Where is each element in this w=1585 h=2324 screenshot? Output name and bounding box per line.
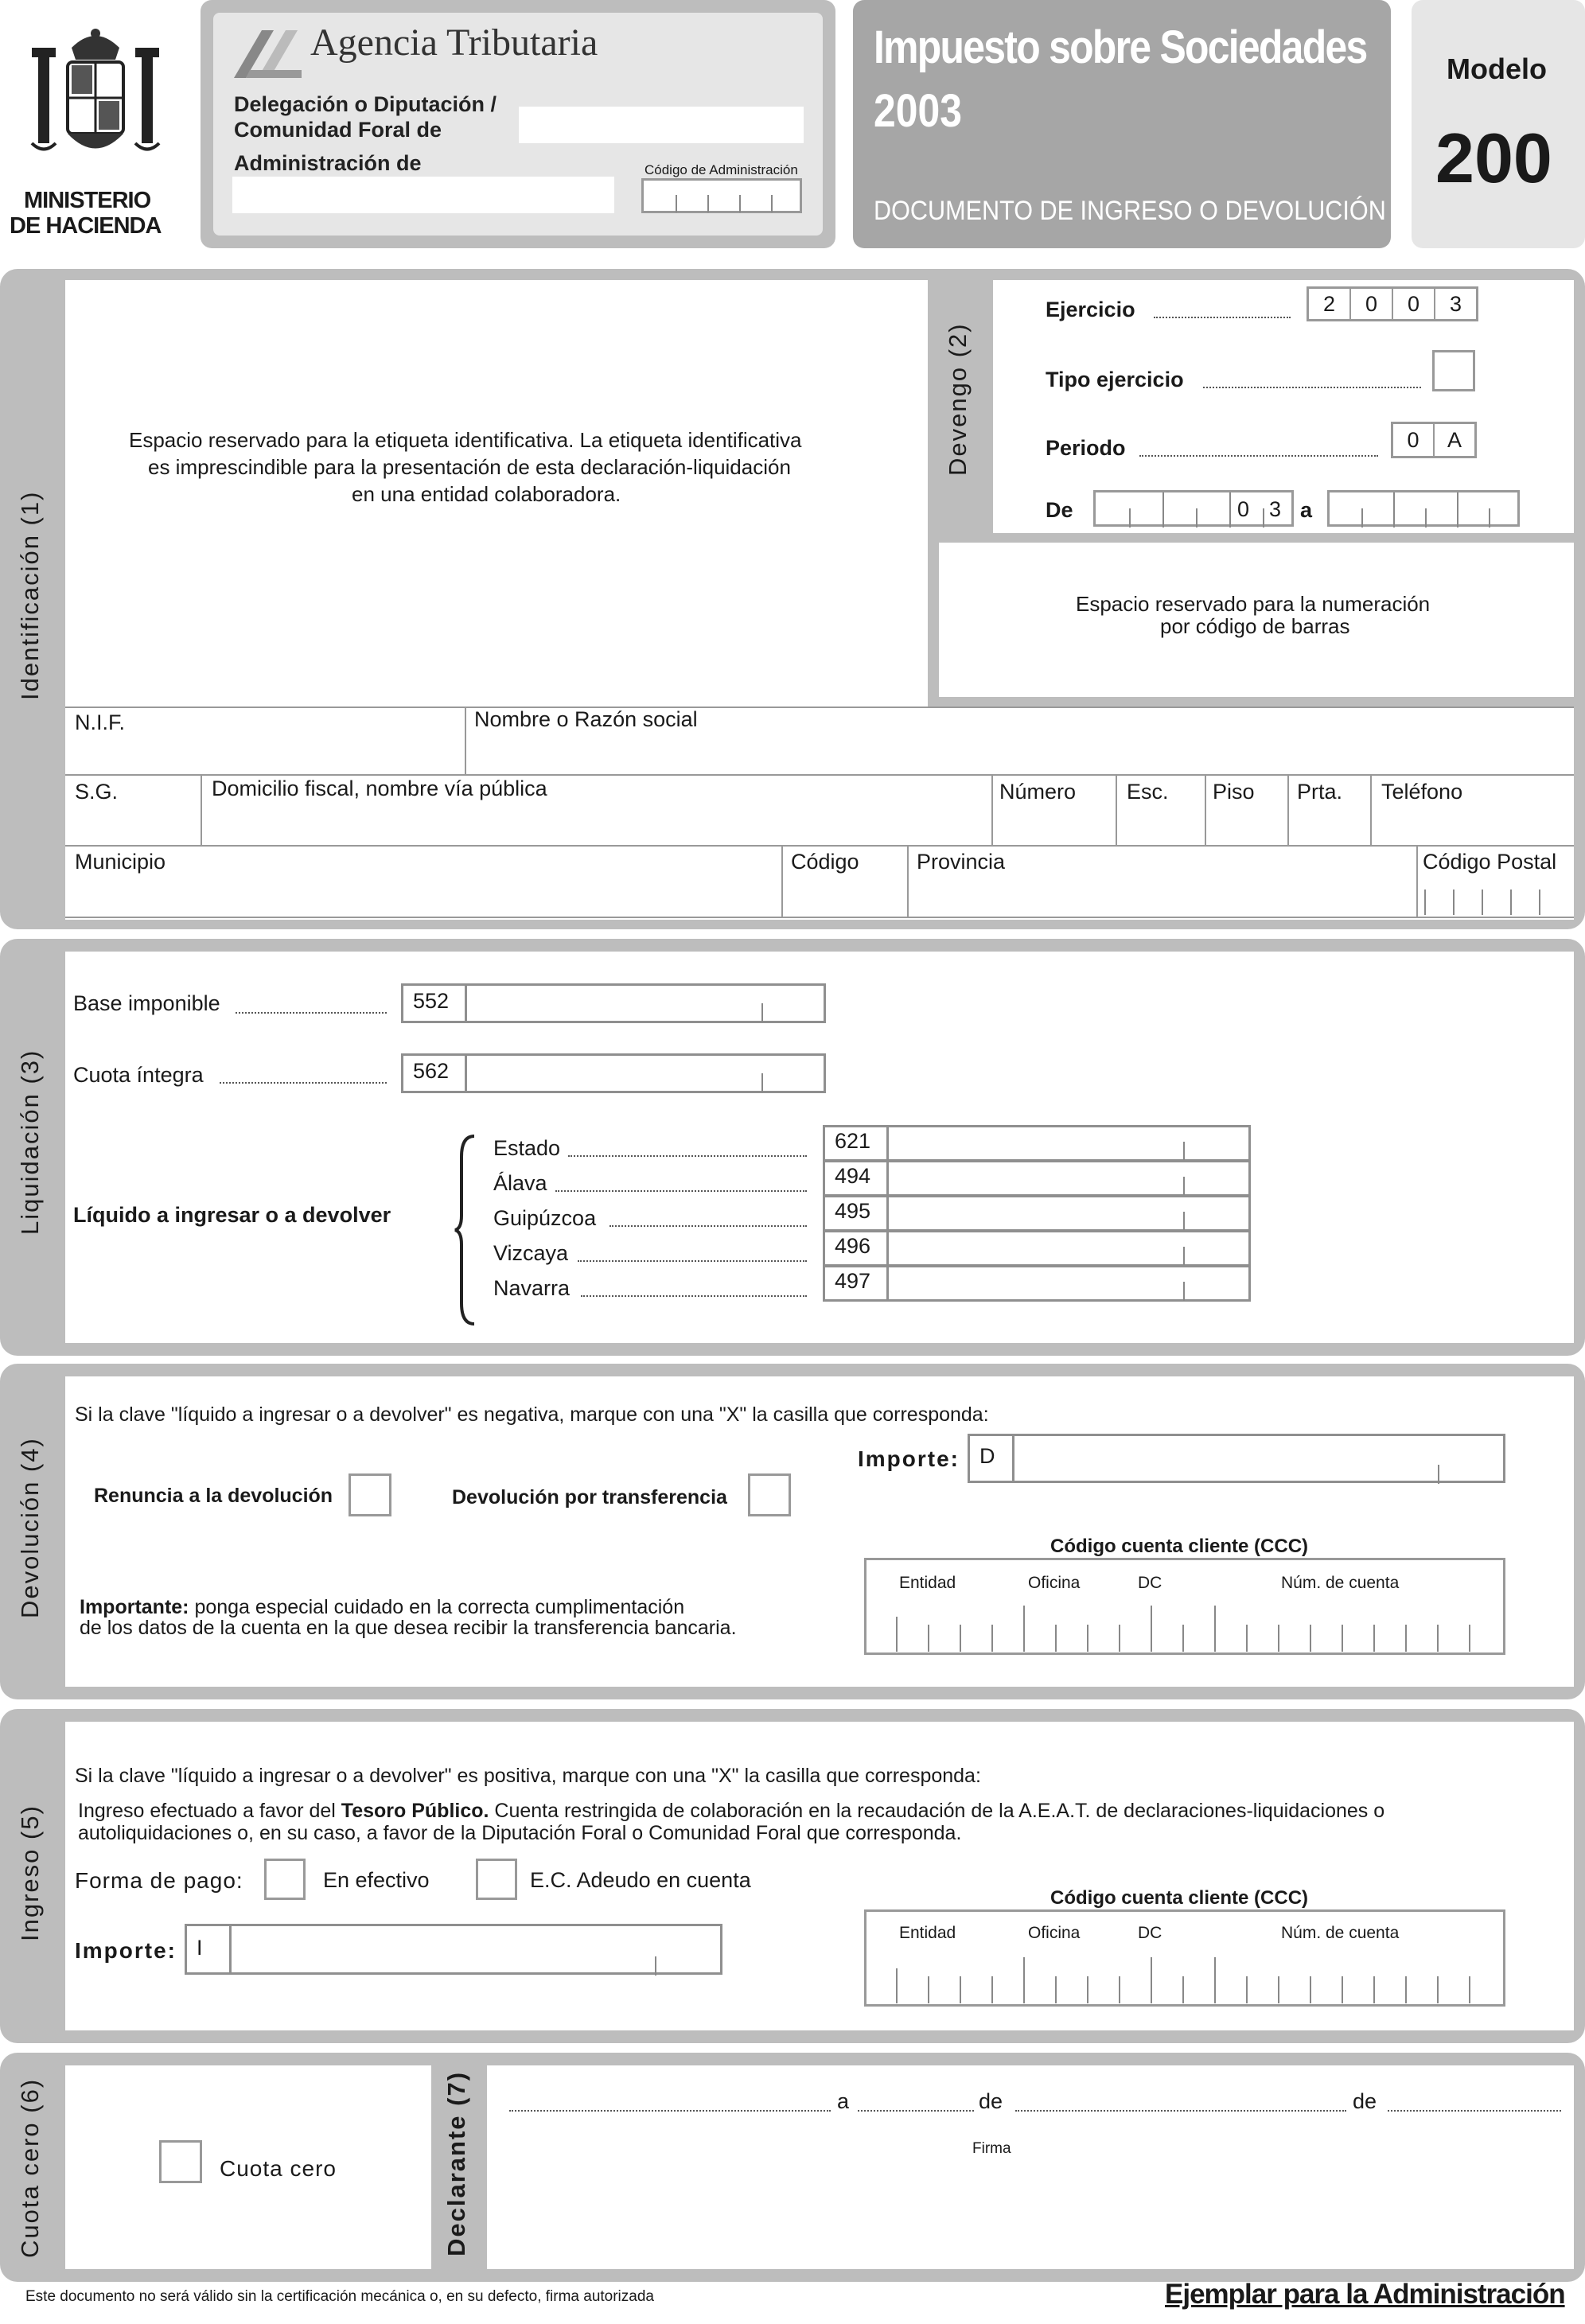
delegation-label-1: Delegación o Diputación / <box>234 92 497 116</box>
prta-field-label[interactable]: Prta. <box>1297 780 1343 804</box>
admin-code-field[interactable] <box>641 178 802 213</box>
devolucion-ccc-entidad: Entidad <box>899 1574 956 1592</box>
domicilio-field-label[interactable]: Domicilio fiscal, nombre vía pública <box>212 777 547 800</box>
codigo-postal-field-label[interactable]: Código Postal <box>1423 850 1557 874</box>
efectivo-checkbox[interactable] <box>264 1859 306 1900</box>
ingreso-line1 <box>78 1800 1531 1823</box>
row-label-alava: Álava <box>493 1171 547 1195</box>
ingreso-line1-a: Ingreso efectuado a favor del <box>78 1800 341 1822</box>
transferencia-checkbox[interactable] <box>748 1473 791 1516</box>
guipuzcoa-field[interactable] <box>823 1195 1251 1232</box>
importante-bold: Importante: <box>80 1596 189 1618</box>
footer-note: Este documento no será válido sin la certificación mecánica o, en su defecto, firma autorizada <box>25 2288 654 2305</box>
importante-text-1: ponga especial cuidado en la correcta cumplimentación <box>189 1596 685 1618</box>
declarante-side-label: Declarante (7) <box>442 2070 470 2256</box>
tax-title-line2: 2003 <box>874 85 962 137</box>
cuota-cero-label: Cuota cero <box>220 2156 337 2181</box>
cuota-integra-field[interactable] <box>401 1053 826 1093</box>
importante-line1 <box>80 1596 684 1619</box>
ingreso-intro: Si la clave "líquido a ingresar o a devolver" es positiva, marque con una "X" la casilla que corresponda: <box>75 1765 981 1787</box>
admin-code-label: Código de Administración <box>645 162 798 177</box>
ingreso-ccc-cuenta: Núm. de cuenta <box>1281 1924 1400 1942</box>
place-a-label: a <box>837 2089 850 2113</box>
devolucion-ccc-title: Código cuenta cliente (CCC) <box>1042 1536 1316 1558</box>
brace-icon <box>454 1133 477 1327</box>
alava-field[interactable] <box>823 1160 1251 1197</box>
de-year-digit: 0 <box>1237 497 1250 521</box>
efectivo-label: En efectivo <box>323 1868 430 1892</box>
row-label-estado: Estado <box>493 1136 561 1160</box>
a-date-field[interactable] <box>1327 490 1520 527</box>
a-label: a <box>1300 498 1313 522</box>
guipuzcoa-code: 495 <box>825 1197 889 1229</box>
agency-name: Agencia Tributaria <box>310 21 598 64</box>
delegation-label-2: Comunidad Foral de <box>234 118 442 142</box>
devolucion-side-label: Devolución (4) <box>16 1437 44 1618</box>
estado-code: 621 <box>825 1127 889 1159</box>
periodo-char: 0 <box>1393 424 1435 456</box>
ingreso-ccc-dc: DC <box>1138 1924 1162 1942</box>
vizcaya-field[interactable] <box>823 1230 1251 1267</box>
ingreso-importe-prefix: I <box>187 1926 232 1972</box>
navarra-code: 497 <box>825 1267 889 1299</box>
firma-label: Firma <box>972 2140 1011 2157</box>
codigo-field-label[interactable]: Código <box>791 850 859 874</box>
ministry-logo <box>24 24 167 191</box>
ejercicio-field[interactable] <box>1307 286 1478 321</box>
identificacion-side-label: Identificación (1) <box>16 490 44 700</box>
devolucion-importe-label: Importe: <box>858 1446 960 1471</box>
piso-field-label[interactable]: Piso <box>1213 780 1255 804</box>
devolucion-intro: Si la clave "líquido a ingresar o a devolver" es negativa, marque con una "X" la casilla que corresponda: <box>75 1403 989 1426</box>
label-space-text-2: es imprescindible para la presentación de esta declaración-liquidación <box>148 455 791 479</box>
renuncia-checkbox[interactable] <box>349 1473 391 1516</box>
cuota-integra-code: 562 <box>403 1056 467 1091</box>
devolucion-importe-prefix: D <box>970 1436 1014 1481</box>
date-de-label-1: de <box>979 2089 1003 2113</box>
alava-code: 494 <box>825 1162 889 1194</box>
ingreso-importe-field[interactable] <box>185 1924 722 1975</box>
ejercicio-digit: 2 <box>1309 289 1351 319</box>
ejercicio-digit: 0 <box>1351 289 1393 319</box>
numero-field-label[interactable]: Número <box>999 780 1077 804</box>
ingreso-ccc-title: Código cuenta cliente (CCC) <box>1042 1887 1316 1909</box>
tipo-ejercicio-label: Tipo ejercicio <box>1046 368 1184 391</box>
de-label: De <box>1046 498 1073 522</box>
signature-area[interactable] <box>509 2164 1560 2260</box>
navarra-field[interactable] <box>823 1265 1251 1302</box>
identity-fields <box>65 707 1574 920</box>
forma-pago-label: Forma de pago: <box>75 1868 243 1893</box>
de-date-field[interactable] <box>1093 490 1294 527</box>
nombre-field-label[interactable]: Nombre o Razón social <box>474 707 698 731</box>
tipo-ejercicio-checkbox[interactable] <box>1432 350 1475 391</box>
base-imponible-field[interactable] <box>401 983 826 1023</box>
coat-of-arms-icon <box>24 24 167 191</box>
provincia-field-label[interactable]: Provincia <box>917 850 1006 874</box>
ingreso-importe-label: Importe: <box>75 1938 177 1963</box>
importante-text-2: de los datos de la cuenta en la que desea recibir la transferencia bancaria. <box>80 1617 737 1639</box>
adeudo-label: E.C. Adeudo en cuenta <box>530 1868 751 1892</box>
ministry-name-line1: MINISTERIO <box>24 188 151 213</box>
agency-logo-icon <box>226 22 306 86</box>
estado-field[interactable] <box>823 1125 1251 1162</box>
label-space-text-1: Espacio reservado para la etiqueta identificativa. La etiqueta identificativa <box>129 428 802 452</box>
transferencia-label: Devolución por transferencia <box>452 1486 727 1508</box>
row-label-guipuzcoa: Guipúzcoa <box>493 1206 597 1230</box>
ingreso-line1-b: Cuenta restringida de colaboración en la recaudación de la A.E.A.T. de declaraciones-liquidaciones o <box>489 1800 1385 1822</box>
devolucion-importe-field[interactable] <box>968 1434 1505 1483</box>
cuota-integra-label: Cuota íntegra <box>73 1063 204 1087</box>
ingreso-ccc-entidad: Entidad <box>899 1924 956 1942</box>
ejercicio-digit: 0 <box>1393 289 1435 319</box>
barcode-text-1: Espacio reservado para la numeración <box>1076 592 1431 616</box>
renuncia-label: Renuncia a la devolución <box>94 1485 333 1507</box>
barcode-text-2: por código de barras <box>1160 614 1350 638</box>
municipio-field-label[interactable]: Municipio <box>75 850 166 874</box>
row-label-vizcaya: Vizcaya <box>493 1241 569 1265</box>
label-space-text-3: en una entidad colaboradora. <box>352 482 621 506</box>
adeudo-checkbox[interactable] <box>476 1859 517 1900</box>
date-de-label-2: de <box>1353 2089 1377 2113</box>
sg-field-label[interactable]: S.G. <box>75 780 119 804</box>
modelo-number: 200 <box>1435 119 1552 197</box>
vizcaya-code: 496 <box>825 1232 889 1264</box>
liquidacion-side-label: Liquidación (3) <box>16 1049 44 1235</box>
cuota-cero-checkbox[interactable] <box>159 2140 202 2183</box>
periodo-field[interactable] <box>1391 422 1477 458</box>
periodo-label: Periodo <box>1046 436 1126 460</box>
devolucion-ccc-cuenta: Núm. de cuenta <box>1281 1574 1400 1592</box>
ministry-name-line2: DE HACIENDA <box>10 213 162 239</box>
devolucion-ccc-dc: DC <box>1138 1574 1162 1592</box>
ingreso-side-label: Ingreso (5) <box>16 1804 44 1941</box>
telefono-field-label[interactable]: Teléfono <box>1381 780 1463 804</box>
nif-field-label[interactable]: N.I.F. <box>75 710 126 734</box>
modelo-label: Modelo <box>1447 53 1547 85</box>
de-year-digit: 3 <box>1269 497 1282 521</box>
ejercicio-label: Ejercicio <box>1046 298 1135 321</box>
document-type: DOCUMENTO DE INGRESO O DEVOLUCIÓN <box>874 196 1386 226</box>
row-label-navarra: Navarra <box>493 1276 571 1300</box>
devengo-side-label: Devengo (2) <box>944 322 972 476</box>
administration-field[interactable] <box>232 177 614 213</box>
delegation-field[interactable] <box>519 107 804 143</box>
liquido-label: Líquido a ingresar o a devolver <box>73 1203 391 1227</box>
copy-destination: Ejemplar para la Administración <box>1165 2279 1565 2310</box>
base-imponible-code: 552 <box>403 986 467 1021</box>
cuota-cero-side-label: Cuota cero (6) <box>16 2077 44 2258</box>
ingreso-ccc-oficina: Oficina <box>1028 1924 1081 1942</box>
ejercicio-digit: 3 <box>1449 292 1462 316</box>
esc-field-label[interactable]: Esc. <box>1127 780 1169 804</box>
tesoro-publico: Tesoro Público. <box>341 1800 489 1822</box>
ingreso-line2: autoliquidaciones o, en su caso, a favor de la Diputación Foral o Comunidad Foral que corresponda. <box>78 1822 962 1844</box>
delegation-label-3: Administración de <box>234 151 422 175</box>
periodo-char: A <box>1447 428 1462 452</box>
tax-title-line1: Impuesto sobre Sociedades <box>874 21 1367 73</box>
devolucion-ccc-oficina: Oficina <box>1028 1574 1081 1592</box>
base-imponible-label: Base imponible <box>73 991 220 1015</box>
